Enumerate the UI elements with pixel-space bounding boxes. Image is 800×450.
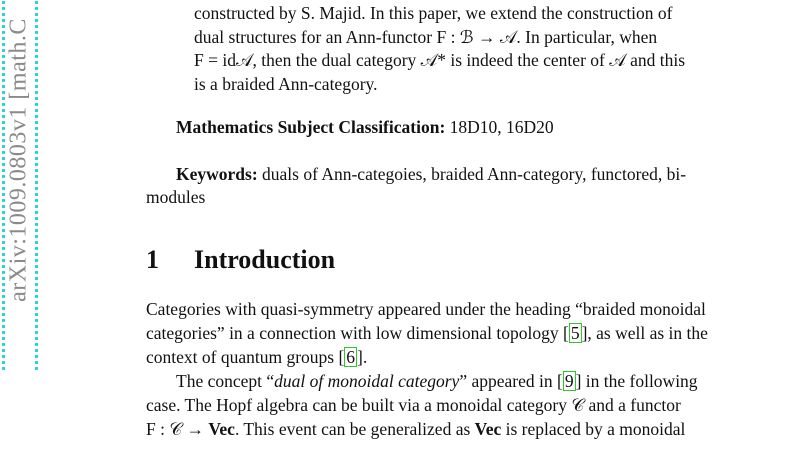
abstract-line: dual structures for an Ann-functor F : ℬ → 𝒜. In particular, when [194,26,658,47]
abstract-line: is a braided Ann-category. [194,73,378,94]
keywords-continuation: modules [146,187,206,207]
body-text-span: The concept “ [176,371,275,391]
abstract-line: F = id𝒜, then the dual category 𝒜* is indeed the center of 𝒜 and this [194,50,686,70]
body-text-span: in the following [581,371,698,391]
keywords-value: duals of Ann-categoies, braided Ann-category, functored, bi- [262,164,687,184]
body-text-span: F : 𝒞 → [146,419,209,439]
vec-symbol: Vec [208,419,235,439]
body-line: categories” in a connection with low dimensional topology [ 5 ], as well as in the [146,323,708,343]
body-text [146,298,800,442]
msc-classification [176,116,554,140]
body-text-span: , as well as in the [587,323,708,343]
body-text-span: categories” in a connection with low dimensional topology [146,323,563,343]
body-text-span: ” appeared in [459,371,557,391]
keywords [176,163,686,187]
body-line [146,418,800,442]
body-line: The concept “dual of monoidal category” appeared in [ 9 ] in the following [176,371,698,391]
section-title: Introduction [194,245,336,274]
body-line: context of quantum groups [ 6 ]. [146,347,368,367]
emphasis-text: dual of monoidal category [274,371,460,391]
body-line: Categories with quasi-symmetry appeared under the heading “braided monoidal [146,299,706,319]
msc-value: 18D10, 16D20 [449,117,554,137]
abstract [194,2,750,96]
body-text-span: . [362,347,368,367]
vec-symbol: Vec [474,419,502,439]
msc-label: Mathematics Subject Classification: [176,117,446,137]
citation-link[interactable]: 5 [570,323,580,343]
abstract-line: constructed by S. Majid. In this paper, we extend the construction of [194,3,673,23]
section-number: 1 [146,245,159,274]
keywords-label: Keywords: [176,164,258,184]
body-line: case. The Hopf algebra can be built via a monoidal category 𝒞 and a functor [146,395,681,415]
section-heading [146,245,336,274]
arxiv-identifier: arXiv:1009.0803v1 [math.C [5,18,32,302]
body-text-span: is replaced by a monoidal [501,419,686,439]
citation-link[interactable]: 6 [346,347,356,367]
body-text-span: context of quantum groups [146,347,339,367]
citation-link[interactable]: 9 [564,371,574,391]
body-text-span: . This event can be generalized as [234,419,475,439]
